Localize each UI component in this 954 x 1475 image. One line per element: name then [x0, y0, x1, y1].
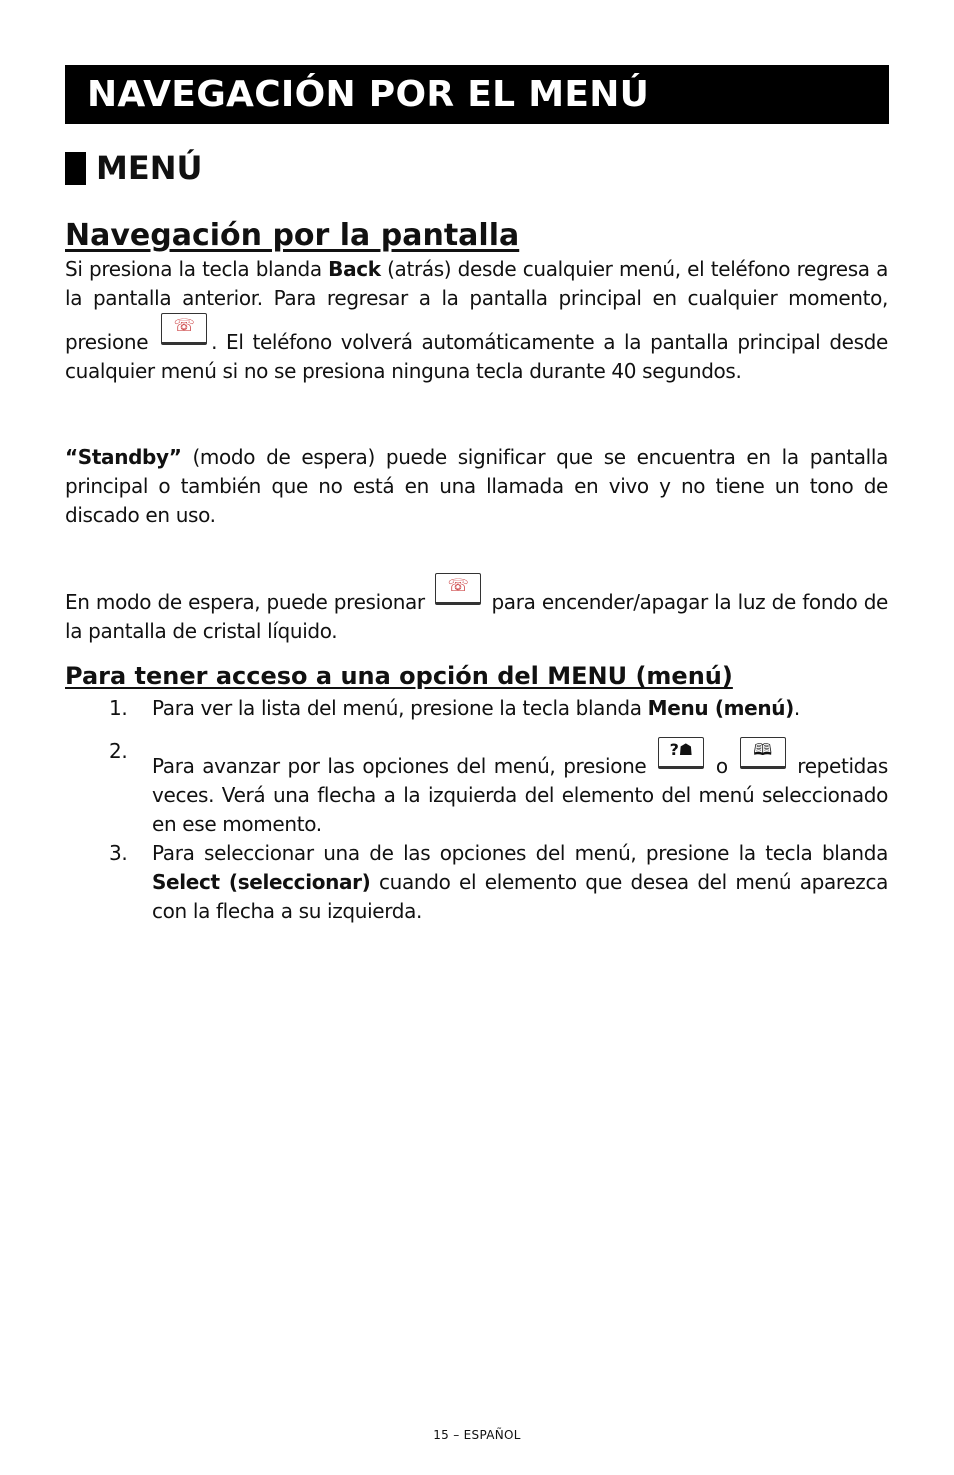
menu-access-heading: Para tener acceso a una opción del MENU (menú): [65, 662, 733, 690]
standby-paragraph: [65, 443, 888, 530]
section-title: MENÚ: [96, 149, 203, 187]
section-marker-block: [65, 152, 86, 185]
back-key-paragraph: [65, 255, 888, 386]
menu-steps-list: [65, 694, 888, 926]
text-span: .: [793, 696, 800, 720]
text-span: para encender/apagar la luz de fondo de la pantalla de cristal líquido.: [65, 590, 888, 643]
list-item: [65, 737, 888, 839]
page-footer: 15 – ESPAÑOL: [433, 1428, 521, 1442]
menu-key-label: Menu (menú): [647, 696, 794, 720]
list-number: 1.: [109, 696, 128, 720]
caller-id-key-icon: ?☗: [658, 737, 704, 769]
phonebook-key-icon: 🕮: [740, 737, 786, 769]
text-span: o: [708, 754, 736, 778]
standby-term: “Standby”: [65, 445, 182, 469]
list-number: 3.: [109, 841, 128, 865]
text-span: En modo de espera, puede presionar: [65, 590, 432, 614]
section-heading: [65, 150, 202, 186]
screen-navigation-heading: Navegación por la pantalla: [65, 218, 520, 253]
text-span: Para seleccionar una de las opciones del menú, presione la tecla blanda: [152, 841, 888, 865]
text-span: cuando el elemento que desea del menú aparezca con la flecha a su izquierda.: [152, 870, 889, 923]
text-span: repetidas veces. Verá una flecha a la izquierda del elemento del menú seleccionado en ese momento.: [152, 754, 888, 836]
text-span: Para ver la lista del menú, presione la tecla blanda: [152, 696, 648, 720]
text-span: . El teléfono volverá automáticamente a la pantalla principal desde cualquier menú si no se presiona ninguna tecla durante 40 segundos.: [65, 330, 888, 383]
text-span: (modo de espera) puede significar que se encuentra en la pantalla principal o también que no está en una llamada en vivo y no tiene un tono de discado en uso.: [65, 445, 888, 527]
list-item: [65, 694, 888, 723]
text-span: Para avanzar por las opciones del menú, presione: [152, 754, 655, 778]
list-number: 2.: [109, 739, 128, 763]
chapter-banner: [65, 65, 889, 124]
list-item: [65, 839, 888, 926]
chapter-title: NAVEGACIÓN POR EL MENÚ: [87, 74, 650, 115]
phone-end-key-icon: ☏: [435, 573, 481, 605]
phone-end-key-icon: ☏: [161, 313, 207, 345]
text-span: (atrás) desde cualquier menú, el teléfono regresa a la pantalla anterior. Para regresar a la pantalla principal en cualquier momento, presione: [65, 257, 888, 354]
select-key-label: Select (seleccionar): [152, 870, 371, 894]
text-span: Si presiona la tecla blanda: [65, 257, 329, 281]
backlight-paragraph: [65, 573, 888, 646]
back-key-label: Back: [328, 257, 381, 281]
